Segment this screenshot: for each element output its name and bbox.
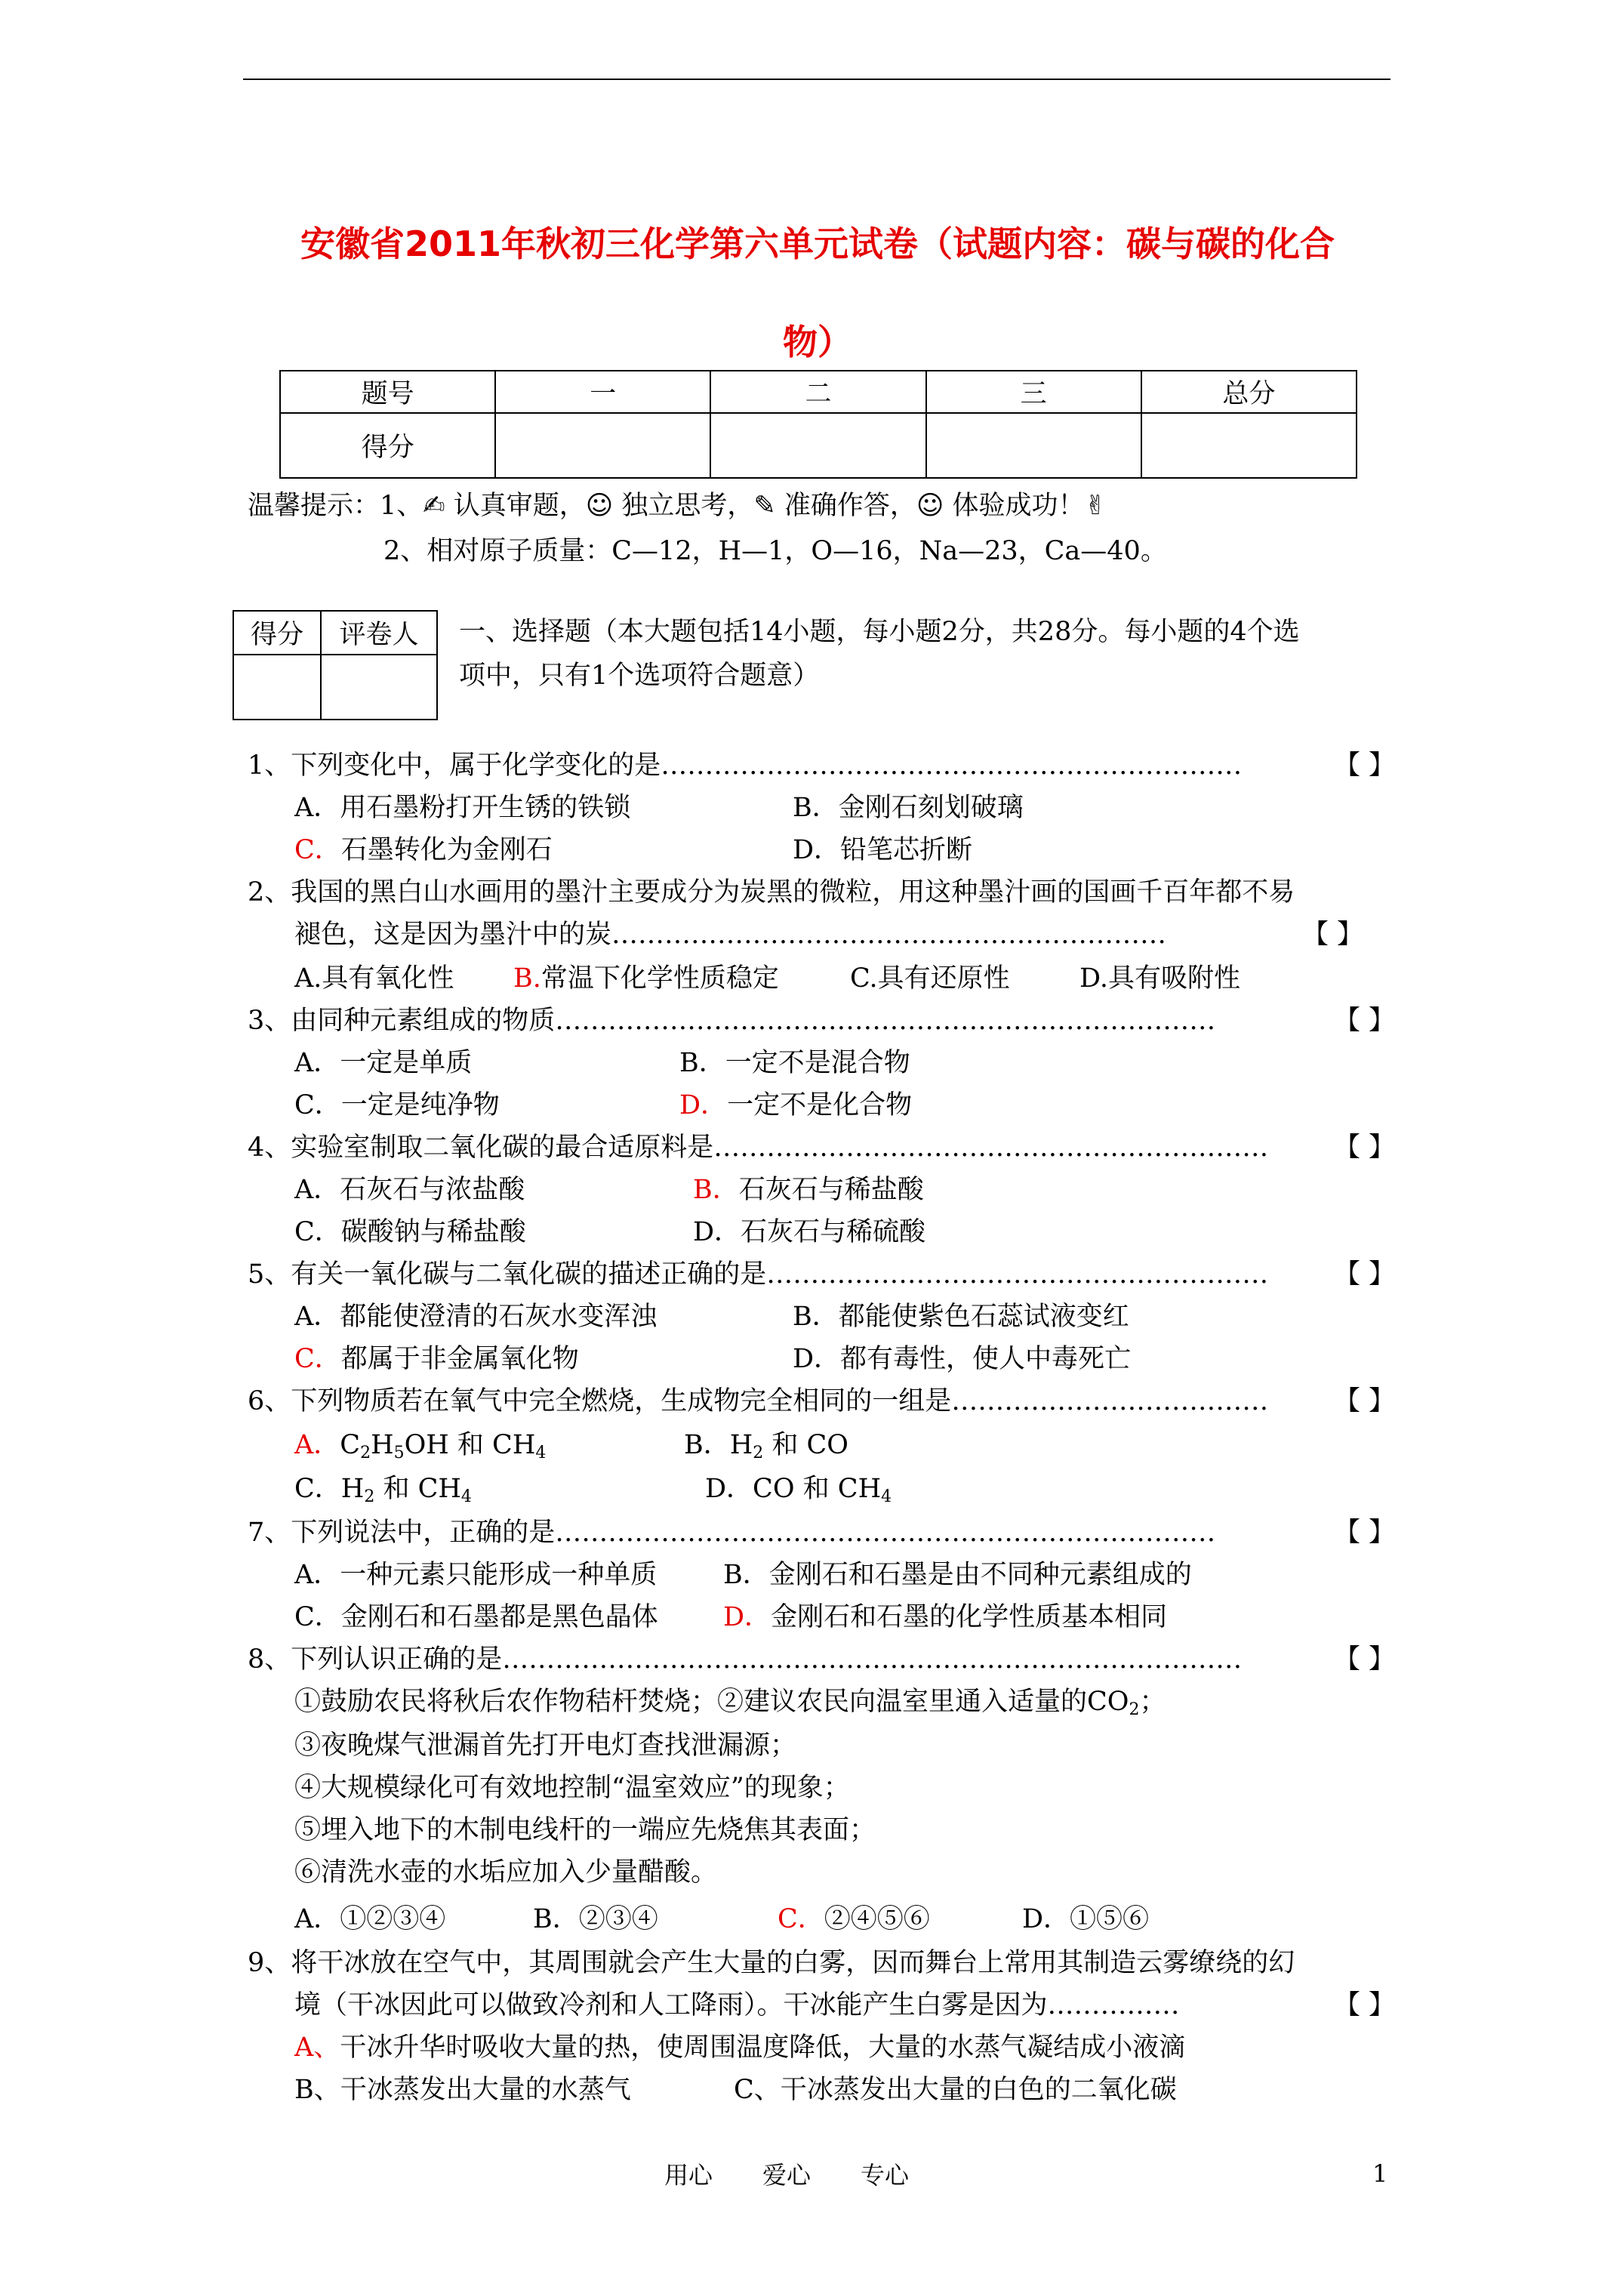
- answer-bracket: 【 】: [1333, 1990, 1395, 2020]
- stem-text: 境（干冰因此可以做致冷剂和人工降雨）。干冰能产生白雾是因为……………: [294, 1990, 1180, 2020]
- title-line-1: 安徽省2011年秋初三化学第六单元试卷（试题内容：碳与碳的化合: [300, 223, 1335, 264]
- answer-letter: B.: [513, 963, 541, 994]
- option-b: B．一定不是混合物: [679, 1048, 910, 1078]
- option-b: B、干冰蒸发出大量的水蒸气: [294, 2075, 631, 2105]
- stem-text: 8、下列认识正确的是…………………………………………………………………………: [248, 1644, 1243, 1675]
- score-cell: [495, 413, 710, 478]
- answer-letter: C．: [294, 835, 341, 865]
- subscript: 4: [535, 1444, 547, 1462]
- option-b: [684, 1424, 848, 1466]
- option-c: 都属于非金属氧化物: [340, 1344, 579, 1374]
- formula-part: OH 和 CH: [404, 1430, 536, 1460]
- document-title: [240, 195, 1395, 391]
- answer-bracket: 【 】: [1333, 1259, 1395, 1290]
- option-d: D．都有毒性，使人中毒死亡: [793, 1344, 1132, 1374]
- tip-line-1: [248, 485, 1107, 522]
- option-d: D．①⑤⑥: [1022, 1904, 1150, 1934]
- subscript: 4: [881, 1487, 892, 1506]
- score-cell: [926, 413, 1141, 478]
- option-b: 石灰石与稀盐酸: [738, 1175, 924, 1205]
- question-9-stem-2: [294, 1984, 1395, 2026]
- footer-word: 专心: [861, 2161, 910, 2190]
- question-7-options-ab: [294, 1554, 1442, 1596]
- question-8-item-5: ⑥清洗水壶的水垢应加入少量醋酸。: [294, 1857, 718, 1888]
- answer-letter: C．: [778, 1904, 824, 1934]
- option-a: [340, 1430, 546, 1460]
- option-b: 常温下化学性质稳定: [540, 963, 779, 994]
- question-8-item-2: ③夜晚煤气泄漏首先打开电灯查找泄漏源；: [294, 1730, 797, 1761]
- item-text: ；: [1139, 1687, 1166, 1717]
- formula-part: C．H: [294, 1474, 365, 1504]
- score-header: 二: [710, 371, 925, 413]
- title-line-2: 物）: [783, 322, 852, 362]
- section-line-1: 一、选择题（本大题包括14小题，每小题2分，共28分。每小题的4个选: [459, 617, 1300, 647]
- option-c: 石墨转化为金刚石: [340, 835, 553, 865]
- footer-word: 用心: [664, 2161, 713, 2190]
- answer-bracket: 【 】: [1301, 920, 1363, 950]
- score-cell: [710, 413, 925, 478]
- question-2-stem-1: 2、我国的黑白山水画用的墨汁主要成分为炭黑的微粒，用这种墨汁画的国画千百年都不易: [248, 877, 1295, 908]
- answer-bracket: 【 】: [1333, 1006, 1395, 1036]
- formula-part: 和 CO: [763, 1430, 848, 1460]
- score-cell: [1141, 413, 1357, 478]
- question-7-stem: [248, 1512, 1395, 1554]
- answer-letter: B．: [693, 1175, 739, 1205]
- score-header: 题号: [280, 371, 495, 413]
- formula-part: C: [340, 1430, 361, 1460]
- score-header: 一: [495, 371, 710, 413]
- question-5-stem: [248, 1253, 1395, 1296]
- grader-cell: [321, 655, 437, 720]
- tip-text: 体验成功！: [944, 491, 1085, 521]
- option-a: A．一种元素只能形成一种单质: [294, 1560, 658, 1590]
- answer-letter: A、: [294, 2032, 340, 2063]
- smile-icon: ☺: [916, 491, 944, 521]
- stem-text: 褪色，这是因为墨汁中的炭………………………………………………………: [294, 920, 1167, 950]
- answer-bracket: 【 】: [1333, 1518, 1395, 1548]
- score-row-label: 得分: [280, 413, 495, 478]
- option-c: C．碳酸钠与稀盐酸: [294, 1217, 526, 1247]
- subscript: 2: [364, 1487, 375, 1506]
- question-3-options-cd: [294, 1084, 1442, 1126]
- tip-text: 准确作答，: [775, 491, 916, 521]
- question-7-options-cd: [294, 1596, 1442, 1638]
- option-c: C．一定是纯净物: [294, 1090, 500, 1120]
- option-c: [294, 1474, 472, 1504]
- question-1-stem: [248, 744, 1395, 787]
- option-a: A.具有氧化性: [294, 963, 454, 994]
- section-heading: [459, 610, 1390, 698]
- option-b: B．②③④: [533, 1904, 658, 1934]
- question-9-stem-1: 9、将干冰放在空气中，其周围就会产生大量的白雾，因而舞台上常用其制造云雾缭绕的幻: [248, 1948, 1295, 1978]
- writing-hand-icon: ✍: [423, 491, 445, 521]
- question-4-options-cd: [294, 1211, 1442, 1253]
- question-4-stem: [248, 1126, 1395, 1169]
- subscript: 2: [360, 1444, 371, 1462]
- header-rule: [243, 79, 1390, 80]
- stem-text: 7、下列说法中，正确的是…………………………………………………………………: [248, 1518, 1216, 1548]
- option-b: B．金刚石刻划破璃: [793, 793, 1024, 823]
- stem-text: 4、实验室制取二氧化碳的最合适原料是………………………………………………………: [248, 1133, 1269, 1163]
- stem-text: 1、下列变化中，属于化学变化的是…………………………………………………………: [248, 750, 1243, 781]
- tip-text: 独立思考，: [613, 491, 754, 521]
- option-d: D．石灰石与稀硫酸: [693, 1217, 926, 1247]
- option-a: A．用石墨粉打开生锈的铁锁: [294, 793, 631, 823]
- formula-part: 和 CH: [374, 1474, 461, 1504]
- question-9-options-bc: [294, 2069, 1442, 2111]
- option-c: ②④⑤⑥: [824, 1904, 930, 1934]
- answer-bracket: 【 】: [1333, 1133, 1395, 1163]
- grader-score-label: 得分: [233, 611, 321, 655]
- score-header: 三: [926, 371, 1141, 413]
- item-text: ①鼓励农民将秋后农作物秸杆焚烧；②建议农民向温室里通入适量的CO: [294, 1687, 1129, 1717]
- smile-icon: ☺: [585, 491, 614, 521]
- subscript: 2: [1129, 1700, 1140, 1719]
- answer-bracket: 【 】: [1333, 750, 1395, 781]
- option-a: A．都能使澄清的石灰水变浑浊: [294, 1302, 658, 1332]
- question-8-options: [294, 1898, 1442, 1940]
- tip-text: 认真审题，: [445, 491, 586, 521]
- option-a: A．一定是单质: [294, 1048, 473, 1078]
- footer-word: 爱心: [762, 2161, 812, 2190]
- option-c: C.具有还原性: [850, 963, 1010, 994]
- stem-text: 6、下列物质若在氧气中完全燃烧，生成物完全相同的一组是………………………………: [248, 1386, 1269, 1416]
- question-6-options-cd: [294, 1468, 1442, 1510]
- question-3-options-ab: [294, 1042, 1442, 1084]
- option-b: B．都能使紫色石蕊试液变红: [793, 1302, 1129, 1332]
- option-c: C．金刚石和石墨都是黑色晶体: [294, 1602, 658, 1632]
- option-b: B．金刚石和石墨是由不同种元素组成的: [723, 1560, 1192, 1590]
- option-d: 一定不是化合物: [727, 1090, 913, 1120]
- question-8-item-3: ④大规模绿化可有效地控制“温室效应”的现象；: [294, 1773, 850, 1803]
- grader-cell: [233, 655, 321, 720]
- question-8-item-4: ⑤埋入地下的木制电线杆的一端应先烧焦其表面；: [294, 1815, 876, 1845]
- formula-part: D．CO 和 CH: [705, 1474, 882, 1504]
- stem-text: 5、有关一氧化碳与二氧化碳的描述正确的是…………………………………………………: [248, 1259, 1269, 1290]
- victory-hand-icon: ✌: [1084, 491, 1107, 521]
- option-a: A．石灰石与浓盐酸: [294, 1175, 525, 1205]
- option-a: 干冰升华时吸收大量的热，使周围温度降低，大量的水蒸气凝结成小液滴: [340, 2032, 1186, 2063]
- pencil-icon: ✎: [753, 491, 776, 521]
- question-3-stem: [248, 1000, 1395, 1042]
- option-d: [705, 1468, 892, 1510]
- option-d: 金刚石和石墨的化学性质基本相同: [771, 1602, 1168, 1632]
- question-6-stem: [248, 1380, 1395, 1422]
- subscript: 2: [753, 1444, 764, 1462]
- stem-text: 3、由同种元素组成的物质…………………………………………………………………: [248, 1006, 1216, 1036]
- subscript: 4: [460, 1487, 472, 1506]
- answer-bracket: 【 】: [1333, 1644, 1395, 1675]
- option-c: C、干冰蒸发出大量的白色的二氧化碳: [734, 2075, 1177, 2105]
- question-2-options: [294, 957, 1442, 1000]
- question-2-stem-2: [294, 914, 1363, 956]
- score-table: [279, 370, 1357, 479]
- question-8-stem: [248, 1638, 1395, 1681]
- question-9-option-a: [294, 2026, 1442, 2069]
- footer-motto: [664, 2156, 959, 2191]
- answer-letter: D．: [679, 1090, 728, 1120]
- grader-person-label: 评卷人: [321, 611, 437, 655]
- question-1-options-cd: [294, 829, 1442, 871]
- option-d: D.具有吸附性: [1079, 963, 1240, 994]
- option-a: A．①②③④: [294, 1904, 446, 1934]
- score-header: 总分: [1141, 371, 1357, 413]
- answer-bracket: 【 】: [1333, 1386, 1395, 1416]
- tip-line-2: 2、相对原子质量：C—12，H—1，O—16，Na—23，Ca—40。: [383, 536, 1167, 566]
- grader-table: [233, 610, 438, 720]
- page-number: 1: [1372, 2159, 1388, 2188]
- answer-letter: A．: [294, 1430, 340, 1460]
- subscript: 5: [393, 1444, 405, 1462]
- answer-letter: C．: [294, 1344, 341, 1374]
- question-8-item-1: [294, 1681, 1442, 1723]
- formula-part: H: [371, 1430, 394, 1460]
- question-1-options-ab: [294, 787, 1442, 829]
- question-4-options-ab: [294, 1169, 1442, 1211]
- question-5-options-ab: [294, 1296, 1442, 1338]
- tip-prefix: 温馨提示：1、: [248, 491, 423, 521]
- question-5-options-cd: [294, 1338, 1442, 1380]
- answer-letter: D．: [723, 1602, 771, 1632]
- formula-part: B．H: [684, 1430, 753, 1460]
- option-d: D．铅笔芯折断: [793, 835, 973, 865]
- section-line-2: 项中，只有1个选项符合题意）: [459, 661, 820, 691]
- question-6-options-ab: [294, 1424, 1442, 1466]
